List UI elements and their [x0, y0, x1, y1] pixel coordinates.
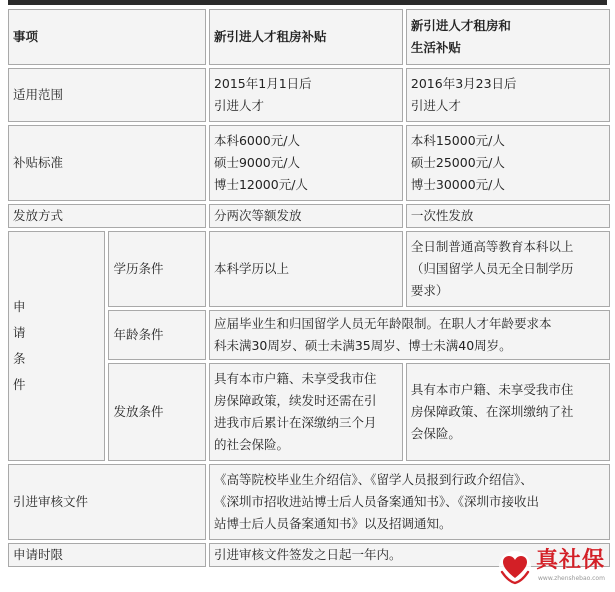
education-label: 学历条件 [108, 231, 205, 307]
header-col2: 新引进人才租房和 生活补贴 [406, 9, 610, 65]
header-item: 事项 [8, 9, 206, 65]
table-row-header [8, 9, 610, 65]
scope-label: 适用范围 [8, 68, 206, 122]
deadline-text: 引进审核文件签发之日起一年内。 [209, 543, 610, 567]
documents-label: 引进审核文件 [8, 464, 206, 540]
watermark-url: www.zhenshebao.com [538, 575, 605, 582]
header-col1: 新引进人才租房补贴 [209, 9, 403, 65]
issue-col1: 具有本市户籍、未享受我市住 房保障政策，续发时还需在引 进我市后累计在深缴纳三个月 的社会保险。 [209, 363, 403, 461]
table-row-method [8, 204, 610, 228]
standard-col2: 本科15000元/人 硕士25000元/人 博士30000元/人 [406, 125, 610, 201]
table-row-standard [8, 125, 610, 201]
standard-label: 补贴标准 [8, 125, 206, 201]
conditions-label: 申 请 条 件 [8, 231, 105, 461]
education-col1: 本科学历以上 [209, 231, 403, 307]
method-col1: 分两次等额发放 [209, 204, 403, 228]
age-label: 年龄条件 [108, 310, 205, 360]
subsidy-comparison-table [5, 6, 613, 570]
age-text: 应届毕业生和归国留学人员无年龄限制。在职人才年龄要求本 科未满30周岁、硕士未满35周岁、博士未满40周岁。 [209, 310, 610, 360]
issue-col2: 具有本市户籍、未享受我市住 房保障政策、在深圳缴纳了社 会保险。 [406, 363, 610, 461]
education-col2: 全日制普通高等教育本科以上 （归国留学人员无全日制学历 要求） [406, 231, 610, 307]
watermark [496, 544, 615, 590]
issue-label: 发放条件 [108, 363, 205, 461]
deadline-label: 申请时限 [8, 543, 206, 567]
watermark-brand: 真社保 [536, 548, 606, 573]
heart-hands-logo-icon [498, 548, 532, 586]
method-label: 发放方式 [8, 204, 206, 228]
table-row-scope [8, 68, 610, 122]
method-col2: 一次性发放 [406, 204, 610, 228]
table-row-documents [8, 464, 610, 540]
top-cropped-text-strip [0, 0, 615, 5]
standard-col1: 本科6000元/人 硕士9000元/人 博士12000元/人 [209, 125, 403, 201]
table-row-education [8, 231, 610, 307]
documents-text: 《高等院校毕业生介绍信》、《留学人员报到行政介绍信》、 《深圳市招收进站博士后人员备案通知书》、《深圳市接收出 站博士后人员备案通知书》以及招调通知。 [209, 464, 610, 540]
scope-col2: 2016年3月23日后 引进人才 [406, 68, 610, 122]
scope-col1: 2015年1月1日后 引进人才 [209, 68, 403, 122]
